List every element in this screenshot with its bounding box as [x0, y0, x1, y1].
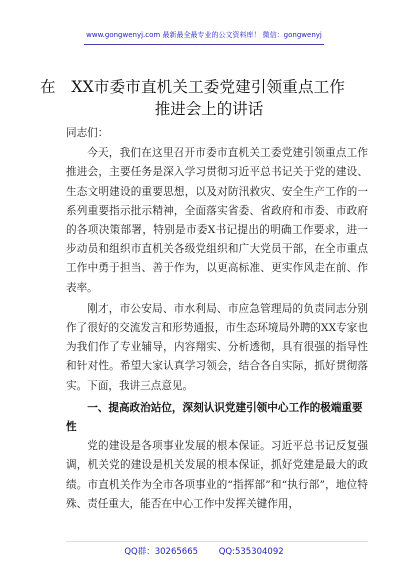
footer-contact [0, 545, 408, 557]
salutation: 同志们： [66, 127, 109, 139]
title-line-1: 在 XX市委市直机关工委党建引领重点工作 [40, 78, 346, 96]
title-line-2: 推进会上的讲话 [154, 100, 264, 118]
paragraph-1: 今天，我们在这里召开市委市直机关工委党建引领重点工作推进会，主要任务是深入学习贯彻习近平总书记关于党的建设、生态文明建设的重要思想，以及对防汛救灾、安全生产工作的一系列重要指示批示精神，全面落实省委、省政府和市委、市政府的各项决策部署，特别是市委X书记提出的明确工作要求，进一步动员和组织市直机关各级党组织和广大党员干部，在全市重点工作中勇于担当、善于作为，以更高标准、更实作风走在前、作表率。 [66, 147, 368, 294]
banner-divider [84, 44, 324, 45]
document-title [40, 76, 368, 120]
paragraph-3: 党的建设是各项事业发展的根本保证。习近平总书记反复强调，机关党的建设是机关发展的根本保证，抓好党建是最大的政绩。市直机关作为全市各项事业的“指挥部”和“执行部”，地位特殊、责任重大，能否在中心工作中发挥关键作用， [66, 440, 368, 510]
footer-divider [66, 541, 368, 542]
paragraph-2: 刚才，市公安局、市水利局、市应急管理局的负责同志分别作了很好的交流发言和形势通报，市生态环境局外聘的XX专家也为我们作了专业辅导，内容翔实、分析透彻，具有很强的指导性和针对性。希望大家认真学习领会，结合各自实际，抓好贯彻落实。下面，我讲三点意见。 [66, 302, 368, 392]
site-banner[interactable]: www.gongwenyj.com 最新最全最专业的公文资料库！ 微信：gongwenyj [86, 31, 322, 39]
qq-group-text: QQ群：30265665 [124, 547, 199, 557]
section-heading-1: 一、提高政治站位，深刻认识党建引领中心工作的极端重要性 [66, 401, 363, 434]
document-body [66, 124, 368, 514]
qq-text: QQ:535304092 [218, 547, 284, 557]
